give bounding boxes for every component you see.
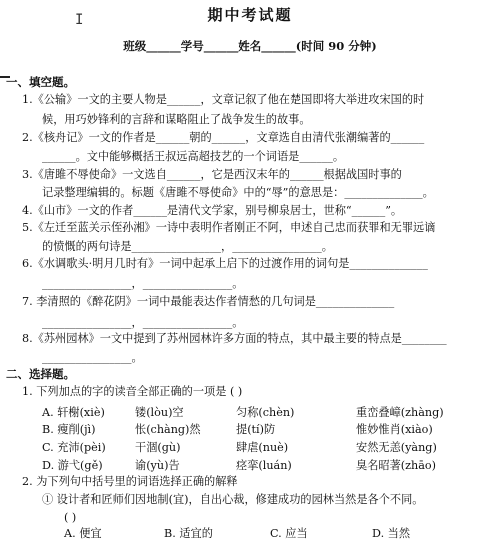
option-b-1: B. 瘦削(jì) bbox=[42, 423, 96, 436]
option-a-4: 重峦叠嶂(zhàng) bbox=[356, 406, 444, 419]
q5-line-1: 5.《左迁至蓝关示侄孙湘》一诗中表明作者刚正不阿，申述自己忠而获罪和无罪远谪 bbox=[22, 221, 436, 234]
option-c-3: 肆虐(nuè) bbox=[236, 441, 289, 454]
section-choice-heading: 二、选择题。 bbox=[6, 367, 75, 381]
q2-line-2: ______。文中能够概括王叔远高超技艺的一个词语是______。 bbox=[42, 150, 345, 163]
option-b-3: 提(tí)防 bbox=[236, 423, 276, 436]
choice-q2: 2. 为下列句中括号里的词语选择正确的解释 bbox=[22, 475, 238, 488]
option-d-1: D. 游弋(gě) bbox=[42, 459, 103, 472]
q2-option-d: D. 当然 bbox=[372, 527, 411, 540]
q6-line-2: ________________，________________。 bbox=[42, 277, 244, 290]
q2-option-c: C. 应当 bbox=[270, 527, 308, 540]
text-cursor-icon: Ι bbox=[75, 12, 84, 28]
option-b-2: 怅(chàng)然 bbox=[135, 423, 201, 436]
q2-line-1: 2.《核舟记》一文的作者是______朝的______，文章选自由清代张潮编著的______ bbox=[22, 131, 425, 144]
choice-q2-sub1: ① 设计者和匠师们因地制(宜)，自出心裁，修建成功的园林当然是各个不同。 bbox=[42, 493, 424, 506]
q1-line-1: 1.《公输》一文的主要人物是______，文章记叙了他在楚国即将大举进攻宋国的时 bbox=[22, 93, 425, 106]
q4-line-1: 4.《山市》一文的作者______是清代文学家，别号柳泉居士，世称“______”。 bbox=[22, 204, 403, 217]
q3-line-2: 记录整理编辑的。标题《唐雎不辱使命》中的“辱”的意思是：______________。 bbox=[42, 186, 434, 199]
option-b-4: 惟妙惟肖(xiào) bbox=[356, 423, 433, 436]
student-info-line: 班级______学号______姓名______(时间 90 分钟) bbox=[123, 39, 377, 53]
q2-option-b: B. 适宜的 bbox=[164, 527, 213, 540]
q5-line-2: 的愤慨的两句诗是________________，________________。 bbox=[42, 240, 333, 253]
option-d-3: 痉挛(luán) bbox=[236, 459, 292, 472]
option-c-2: 干涸(gù) bbox=[135, 441, 181, 454]
choice-q1: 1. 下列加点的字的读音全部正确的一项是 ( ) bbox=[22, 385, 243, 398]
q7-line-1: 7. 李清照的《醉花阴》一词中最能表达作者情愁的几句词是______________ bbox=[22, 295, 395, 308]
option-a-2: 镂(lòu)空 bbox=[135, 406, 184, 419]
q8-line-1: 8.《苏州园林》一文中提到了苏州园林许多方面的特点，其中最主要的特点是________ bbox=[22, 332, 447, 345]
option-c-4: 安然无恙(yàng) bbox=[356, 441, 437, 454]
q7-line-2: ________________，________________。 bbox=[42, 316, 244, 329]
section-fill-heading: 一、填空题。 bbox=[6, 75, 75, 89]
option-a-1: A. 轩榭(xiè) bbox=[42, 406, 105, 419]
q2-option-a: A. 便宜 bbox=[64, 527, 102, 540]
page-title: 期中考试题 bbox=[207, 6, 293, 24]
option-d-4: 臭名昭著(zhāo) bbox=[356, 459, 436, 472]
option-a-3: 匀称(chèn) bbox=[236, 406, 295, 419]
q3-line-1: 3.《唐雎不辱使命》一文选自______，它是西汉末年的______根据战国时事的 bbox=[22, 168, 402, 181]
q8-line-2: ________________。 bbox=[42, 351, 143, 364]
q1-line-2: 候，用巧妙锋利的言辞和谋略阻止了战争发生的故事。 bbox=[42, 113, 311, 126]
q6-line-1: 6.《水调歌头·明月几时有》一词中起承上启下的过渡作用的词句是______________ bbox=[22, 257, 428, 270]
option-c-1: C. 充沛(pèi) bbox=[42, 441, 106, 454]
choice-q2-blank: ( ) bbox=[64, 511, 77, 524]
option-d-2: 谕(yù)告 bbox=[135, 459, 180, 472]
